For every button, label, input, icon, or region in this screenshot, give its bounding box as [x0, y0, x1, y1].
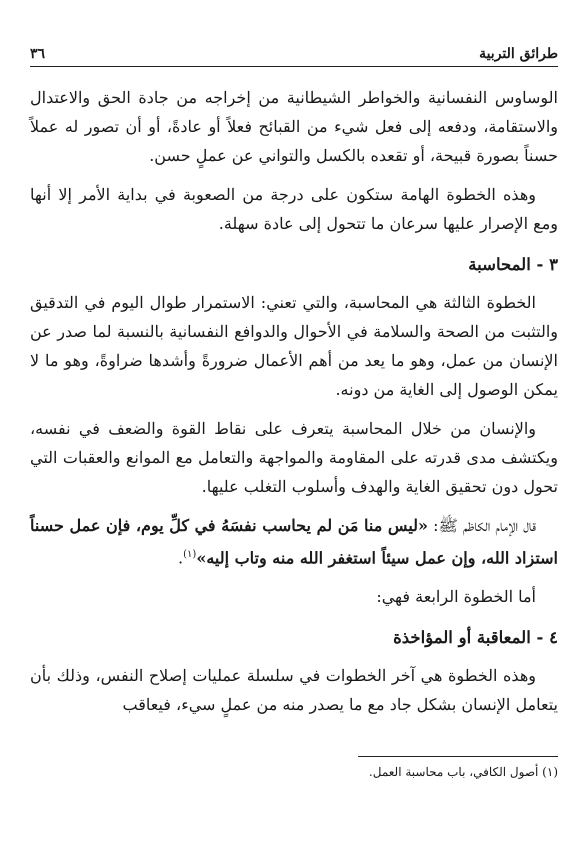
paragraph-6: أما الخطوة الرابعة فهي: — [376, 587, 536, 607]
page-header — [30, 38, 558, 62]
footnote-marker: (١) — [183, 549, 197, 560]
hadith-intro: قال الإمام الكاظم ﷺ: — [428, 516, 537, 535]
paragraph-7: وهذه الخطوة هي آخر الخطوات في سلسلة عمليات إصلاح النفس، وذلك بأن يتعامل الإنسان بشكل جاد مع ما يصدر منه من عملٍ سيء، فيعاقب — [30, 666, 558, 715]
section-heading-3: ٣ - المحاسبة — [468, 255, 558, 274]
footnote-rule — [358, 756, 558, 757]
running-title: طرائق التربية — [479, 46, 558, 62]
header-rule — [30, 66, 558, 67]
paragraph-4: والإنسان من خلال المحاسبة يتعرف على نقاط القوة والضعف في نفسه، ويكتشف مدى قدرته على المقاومة والمواجهة والتعامل مع الموانع والعقبات التي تحول دون تحقيق الغاية والهدف وأسلوب التغلب عليها. — [30, 419, 558, 496]
page-body — [30, 83, 558, 719]
hadith-end: . — [178, 548, 184, 568]
book-page — [30, 38, 558, 828]
hadith-quote: «ليس منا مَن لم يحاسب نفسَهُ في كلِّ يوم، فإن عمل حسناً استزاد الله، وإن عمل سيئاً استغفر الله منه وتاب إليه» — [30, 516, 558, 568]
paragraph-3: الخطوة الثالثة هي المحاسبة، والتي تعني: الاستمرار طوال اليوم في التدقيق والتثبت من الصحة والسلامة في الأحوال والدوافع النفسانية بالنسبة لما صدر عن الإنسان من عمل، وهو ما يعد من أهم الأعمال ضرورةً وأشدها ضراوةً، وهو ما لا يمكن الوصول إلى الغاية من دونه. — [30, 293, 558, 399]
paragraph-2: وهذه الخطوة الهامة ستكون على درجة من الصعوبة في بداية الأمر إلا أنها ومع الإصرار عليها سرعان ما تتحول إلى عادة سهلة. — [30, 185, 558, 233]
footnote-1: (١) أصول الكافي، باب محاسبة العمل. — [368, 765, 558, 779]
footnotes — [30, 756, 558, 781]
section-heading-4: ٤ - المعاقبة أو المؤاخذة — [393, 628, 558, 648]
hadith-paragraph — [30, 511, 558, 572]
paragraph-1: الوساوس النفسانية والخواطر الشيطانية من إخراجه من جادة الحق والاعتدال والاستقامة، ودفعه إلى فعل شيء من القبائح فعلاً أو عادةً، أو أن تصور له عملاً حسناً بصورة قبيحة، أو تقعده بالكسل والتواني عن عملٍ حسن. — [30, 88, 558, 165]
page-number: ٣٦ — [30, 46, 46, 62]
